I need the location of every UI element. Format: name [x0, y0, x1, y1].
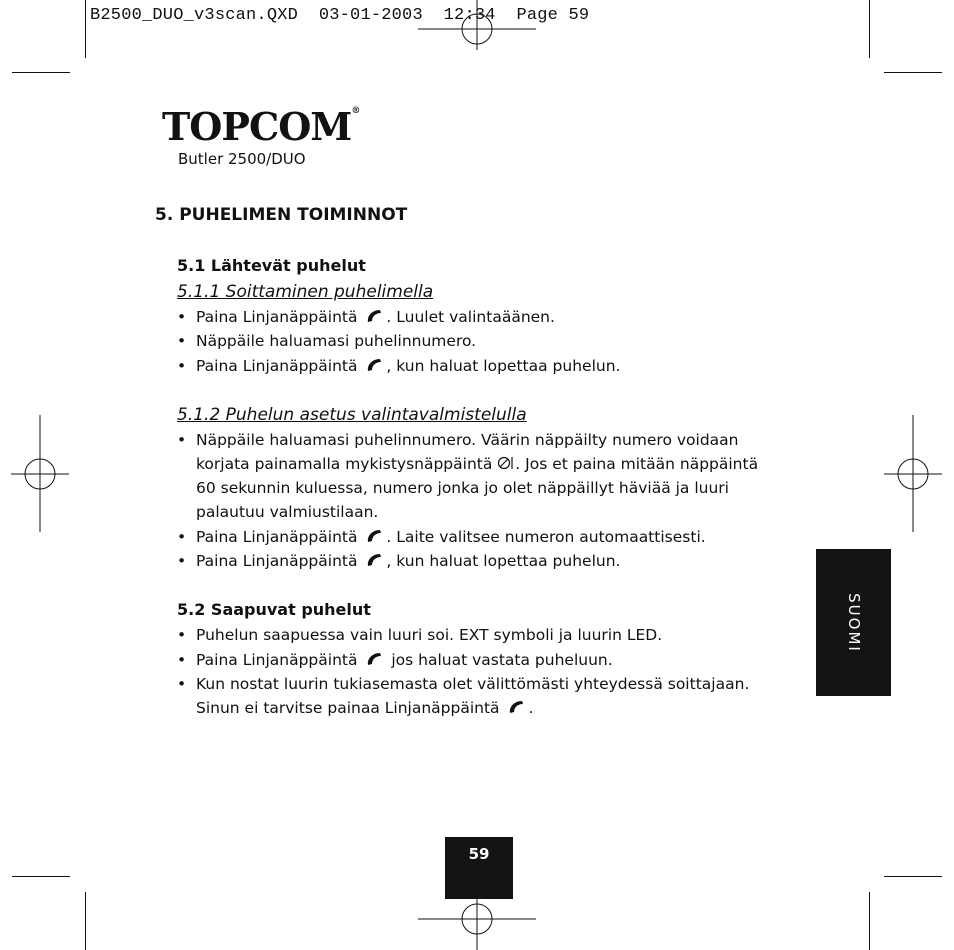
page-number: 59 [468, 845, 490, 863]
list-item: • Näppäile haluamasi puhelinnumero. [177, 332, 477, 350]
section-title: 5. PUHELIMEN TOIMINNOT [155, 205, 408, 225]
list-item: • Paina Linjanäppäintä , kun haluat lopettaa puhelun. [177, 552, 621, 570]
phone-icon [506, 699, 526, 715]
crop-mark [869, 892, 870, 950]
print-slug: B2500_DUO_v3scan.QXD 03-01-2003 12:34 Page 59 [90, 6, 590, 25]
crop-mark [884, 876, 942, 877]
list-item: • Paina Linjanäppäintä jos haluat vastata puheluun. [177, 651, 613, 669]
subsection-title-outgoing: 5.1 Lähtevät puhelut [177, 256, 366, 275]
language-tab [816, 549, 891, 696]
crop-mark [884, 72, 942, 73]
phone-icon [364, 552, 384, 568]
model-name: Butler 2500/DUO [178, 150, 306, 168]
topcom-logo: TOPCOM® [162, 104, 361, 149]
crop-mark [869, 0, 870, 58]
list-item: • Paina Linjanäppäintä . Laite valitsee numeron automaattisesti. [177, 528, 706, 546]
crop-mark [85, 892, 86, 950]
registration-mark-icon [418, 895, 536, 950]
registration-mark-icon [884, 415, 942, 532]
subsection-title-incoming: 5.2 Saapuvat puhelut [177, 600, 371, 619]
list-item: • Näppäile haluamasi puhelinnumero. Väärin näppäilty numero voidaan korjata painamalla mykistysnäppäintä . Jos et paina mitään näppäintä 60 sekunnin kuluessa, numero jonka jo olet näppäillyt häviää ja luuri palautuu valmiustilaan. [177, 431, 759, 521]
language-tab-label: SUOMI [844, 592, 863, 653]
phone-icon [364, 357, 384, 373]
crop-mark [85, 0, 86, 58]
crop-mark [12, 72, 70, 73]
registration-mark-icon [11, 415, 69, 532]
subsubsection-title-dialing: 5.1.1 Soittaminen puhelimella [177, 282, 434, 302]
page-number-box [445, 837, 513, 899]
phone-icon [364, 308, 384, 324]
list-item: • Puhelun saapuessa vain luuri soi. EXT symboli ja luurin LED. [177, 626, 663, 644]
list-item: • Paina Linjanäppäintä . Luulet valintaäänen. [177, 308, 555, 326]
mute-icon [497, 455, 515, 471]
phone-icon [364, 528, 384, 544]
list-item: • Paina Linjanäppäintä , kun haluat lopettaa puhelun. [177, 357, 621, 375]
registration-mark-icon [418, 0, 536, 50]
crop-mark [12, 876, 70, 877]
subsubsection-title-predial: 5.1.2 Puhelun asetus valintavalmistelulla [177, 405, 527, 425]
phone-icon [364, 651, 384, 667]
list-item: • Kun nostat luurin tukiasemasta olet välittömästi yhteydessä soittajaan. Sinun ei tarvitse painaa Linjanäppäintä . [177, 675, 750, 717]
